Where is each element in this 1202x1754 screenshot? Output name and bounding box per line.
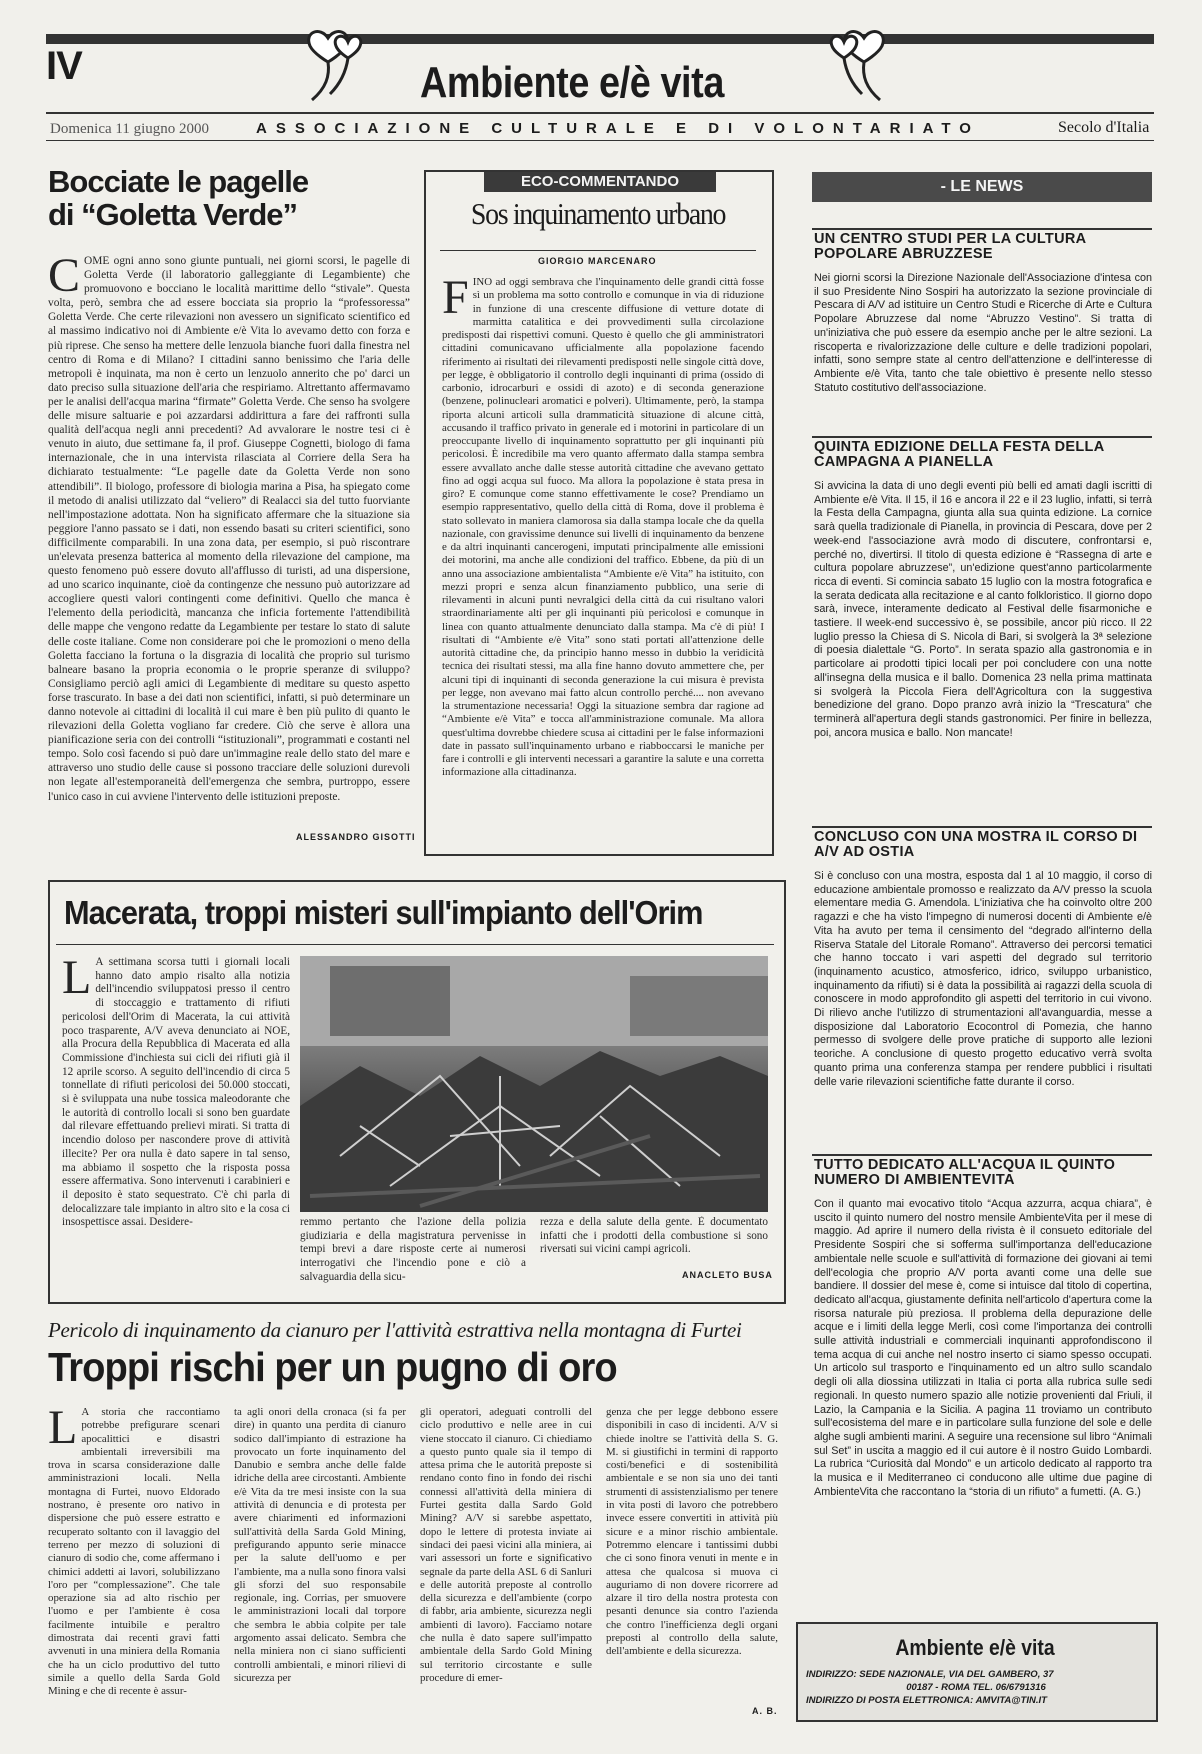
article2-text: INO ad oggi sembrava che l'inquinamento delle grandi città fosse sì un problema ma sotto controllo e comunque in via di riduzione in funzione di una crescente diffusione di vetture dotate di marmitta catalitica e dei provvedimenti sulla circolazione predisposti dai rispettivi comuni. Questo è quello che gli amministratori cittadini comunicavano ufficialmente alla popolazione facendo riferimento ai risultati dei rilevamenti predisposti nelle singole città dove, per legge, è obbligatorio il controllo degli inquinanti di prima (ossido di carbonio, idrocarburi e ossidi di azoto) e di seconda generazione (benzene, polinucleari aromatici e polveri). Ultimamente, però, la stampa riporta alcuni articoli sulla drammaticità situazione di alcune città, accusando il traffico privato in generale ed i motorini in particolare di un preoccupante livello di inquinamento soprattutto per gli inquinanti più pericolosi. È incredibile ma vero quanto affermato dalla stampa sembra essere avvallato anche dalle stesse autorità cittadine che avevano gettato fino ad oggi acqua sul fuoco. Ma allora la popolazione è stata presa in giro? E comunque come stanno effettivamente le cose? Prendiamo un esempio rappresentativo, quello della città di Roma, dove il problema è stato sollevato in maniera clamorosa sia dalla stampa locale che da quella nazionale, con gravissime denunce sui livelli di inquinamento da benzene e da altri inquinanti cancerogeni, imputati principalmente alle emissioni dei motorini, ma anche alle condizioni del traffico. Ebbene, da più di un anno una associazione ambientalista “Ambiente e/è Vita” ha istituito, con mezzi propri e senza alcun finanziamento pubblico, una serie di rilevamenti in alcuni punti nevralgici della città da cui risultano valori straordinariamente alti per gli inquinanti più pericolosi e comunque in linea con quanto attualmente denunciato dalla stampa. Ma c'è di più! I risultati di “Ambiente e/è Vita” sono stati portati all'attenzione delle autorità cittadine che, da principio hanno messo in dubbio la veridicità tecnica dei risultati stessi, ma alla fine hanno dovuto ammettere che, per alcuni tipi di inquinanti di seconda generazione la cui misura è prevista per legge, non avevano mai fatto alcun controllo perché.... non avevano la strumentazione necessaria! Oggi la situazione sembra dar ragione ad “Ambiente e/è Vita” e tocca all'amministrazione comunale. Ma allora quest'ultima dovrebbe chiedere scusa ai cittadini per le false informazioni date in passato sull'inquinamento urbano e riabboccarsi le maniche per fare i controlli e gli interventi necessari a garantire la salute e una corretta informazione alla cittadinanza. bbox=[442, 276, 764, 779]
contact-title: Ambiente e/è vita bbox=[895, 1635, 1055, 1660]
hearts-flower-icon bbox=[812, 24, 892, 104]
page-number: IV bbox=[46, 44, 82, 88]
photo-illustration bbox=[300, 956, 768, 1212]
top-rule bbox=[46, 34, 1154, 44]
news-body: Nei giorni scorsi la Direzione Nazionale dell'Associazione d'intesa con il suo Presidente Nino Sospiri ha autorizzato la sezione provinciale di Pescara di A/V ad istituire un Centro Studi e Ricerche di Arte e Cultura Popolare Abruzzese dal nome “Abruzzo Vestino”. Si tratta di un'iniziativa che può essere da esempio anche per le altre sezioni. La riscoperta e rivalorizzazione delle culture e delle tradizioni popolari, infatti, sono sempre state al centro dell'attenzione e dell'interesse di Ambiente e/è Vita, tanto che tale obiettivo è presente nello stesso Statuto costitutivo dell'associazione. bbox=[814, 272, 1152, 394]
article4-text: A storia che raccontiamo potrebbe prefigurare scenari apocalittici e disastri ambientali irreversibili ma trova in scarsa considerazione dalle amministrazioni locali. Nella montagna di Furtei, nuovo Eldorado nostrano, è presente oro nativo in dispersione che può essere estratto e recuperato soltanto con il lavaggio del terreno per mezzo di soluzioni di cianuro di sodio che, come affermano i chimici addetti ai lavori, solubilizzano l'oro per “complessazione”. Che tale operazione sia ad alto rischio per l'uomo e per l'ambiente è cosa facilmente intuibile e peraltro dimostrata dai recenti gravi fatti avvenuti in una miniera della Romania che ha un ciclo produttivo del tutto simile a quello della Sarda Gold Mining e che di recente è assur- bbox=[48, 1406, 220, 1698]
news-title: TUTTO DEDICATO ALL'ACQUA IL QUINTO NUMERO DI AMBIENTEVITA bbox=[814, 1157, 1116, 1188]
article3-text: A settimana scorsa tutti i giornali locali hanno dato ampio risalto alla notizia dell'incendio sviluppatosi presso il centro di stoccaggio e trattamento di rifiuti pericolosi dell'Orim di Macerata, la cui attività poco trasparente, A/V aveva denunciato ai NOE, alla Procura della Repubblica di Macerata ed alla Commissione d'inchiesta sui cicli dei rifiuti già il 12 aprile scorso. A seguito dell'incendio di circa 5 tonnellate di rifiuti pericolosi dei 50.000 stoccati, si è sviluppata una nube tossica maleodorante che le autorità di controllo locali si sono ben guardate dal rilevare effettuando prelievi mirati. Si tratta di incendio doloso per nascondere prove di attività illecite? Per ora nulla è dato sapere in tal senso, ma abbiamo il sospetto che la risposta possa essere affermativa. Sono intervenuti i carabinieri e il deposito è stato sequestrato. C'è chi parla di delocalizzare tale impianto in altro sito e la cosa ci insospettisce assai. Desidere- bbox=[62, 956, 290, 1229]
news-body: Si è concluso con una mostra, esposta dal 1 al 10 maggio, il corso di educazione ambientale promosso e realizzato da A/V presso la scuola elementare media G. Amendola. L'iniziativa che ha coinvolto oltre 200 ragazzi e che ha visto l'impegno di numerosi docenti di Ambiente e/è Vita ha avuto per tema il censimento del “degrado all'interno della Riserva Statale del Litorale Romano”. Attraverso dei percorsi tematici che hanno toccato i vari aspetti del degrado sul territorio (inquinamento acustico, atmosferico, idrico, sviluppo urbanistico, inquinamento da rifiuti) si è data la possibilità ai ragazzi della scuola di conoscere in modo approfondito gli aspetti del territorio in cui vivono. Di rilievo anche l'utilizzo di strumentazioni all'avanguardia, messe a disposizione dal Laboratorio Ecocontrol di Pomezia, che hanno permesso di svolgere delle prove pratiche di supporto alle lezioni teoriche. A conclusione di questo progetto educativo verrà svolta quanto prima una conferenza stampa per rendere pubblici i risultati delle varie rilevazioni scientifiche fatte durante il corso. bbox=[814, 870, 1152, 1088]
article3-headline: Macerata, troppi misteri sull'impianto dell'Orim bbox=[64, 894, 703, 931]
article3-col2: remmo pertanto che l'azione della polizia giudiziaria e della magistratura pervenisse in tempi brevi a dare risposte certe ai numerosi interrogativi che l'incendio pone e ciò a salvaguardia della sicu- bbox=[300, 1216, 526, 1283]
divider bbox=[56, 944, 774, 945]
article4-col4: genza che per legge debbono essere disponibili in caso di incidenti. A/V si chiede inoltre se l'attività della S. G. M. si giustifichi in termini di rapporto costi/benefici e di sostenibilità ambientale e se non sia uno dei tanti strumenti di assistenzialismo per tenere in vita posti di lavoro che potrebbero invece essere convertiti in attività più sicure e a minor rischio ambientale. Potremmo elencare i tantissimi dubbi che ci sono finora venuti in mente e in attesa che qualcosa si muova ci auguriamo di non dovere ricorrere ad alzare il tiro della nostra protesta con pesanti denunce sia contro l'azienda che contro l'inefficienza degli organi preposti al controllo della salute, dell'ambiente e della sicurezza. bbox=[606, 1406, 778, 1658]
article2-body bbox=[442, 276, 764, 840]
contact-email: INDIRIZZO DI POSTA ELETTRONICA: AMVITA@TIN.IT bbox=[806, 1695, 1047, 1706]
news-body: Si avvicina la data di uno degli eventi più belli ed amati dagli iscritti di Ambiente e/è Vita. Il 15, il 16 e ancora il 22 e il 23 luglio, infatti, si terrà la Festa della Campagna, giunta alla sua quinta edizione. La cornice sarà quella tradizionale di Pianella, in provincia di Pescara, dove per 2 week-end l'associazione avrà modo di discutere, confrontarsi e, perché no, divertirsi. Il titolo di questa edizione è “Rassegna di arte e cultura popolare abruzzese”, un'edizione quest'anno particolarmente ricca di eventi. Si comincia sabato 15 luglio con la mostra fotografica e la serata dedicata alla recitazione e al canto folkloristico. Il giorno dopo sarà, invece, interamente dedicato al Festival delle fisarmoniche e tastiere. Il week-end successivo è, se possibile, ancor più ricco. Il 22 luglio presso la Chiesa di S. Nicola di Bari, si svolgerà la 3ª selezione di poesia dialettale “G. Porto”. In serata spazio alla gastronomia e in particolare ai prodotti tipici locali per poi concludere con una notte all'insegna della musica e il ballo. Domenica 23 nella prima mattinata si svolgerà la Piccola Fiera dell'Agricoltura con la suggestiva benedizione del grano. Dopo pranzo avrà inizio la “Trescatura” che terminerà all'apertura degli stands gastronomici. Per finire in bellezza, poi, ancora musica e ballo. Non mancate! bbox=[814, 480, 1152, 739]
headline-line: di “Goletta Verde” bbox=[48, 196, 298, 232]
header-rule bbox=[46, 112, 1154, 114]
issue-date: Domenica 11 giugno 2000 bbox=[50, 121, 210, 137]
article4-author: A. B. bbox=[752, 1706, 778, 1716]
article1-headline bbox=[48, 166, 368, 231]
column-kicker: ECO-COMMENTANDO bbox=[484, 172, 716, 192]
association-line: ASSOCIAZIONE CULTURALE E DI VOLONTARIATO bbox=[256, 120, 980, 137]
drop-cap: L bbox=[62, 956, 92, 1004]
article3-author: ANACLETO BUSA bbox=[682, 1270, 773, 1280]
fire-debris-photo bbox=[300, 956, 768, 1212]
article4-kicker: Pericolo di inquinamento da cianuro per l'attività estrattiva nella montagna di Furtei bbox=[48, 1318, 742, 1342]
article2-headline: Sos inquinamento urbano bbox=[470, 196, 726, 231]
article4-col3: gli operatori, adeguati controlli del ciclo produttivo e nelle aree in cui viene stoccato il cianuro. Ci chiediamo a questo punto quale sia il tempo di attesa prima che le autorità preposte si rendano conto fino in fondo dei rischi connessi all'attività della miniera di Furtei gestita dalla Sardo Gold Mining? A/V si sarebbe aspettato, dopo le lettere di protesta inviate ai sindaci dei paesi vicini alla miniera, ai vari assessori un forte e significativo segnale da parte della ASL 6 di Sanluri e delle autorità preposte al controllo della sicurezza e dell'ambiente (corpo di fabbr, aria ambiente, sicurezza negli ambienti di lavoro). Facciamo notare che nulla è dato sapere sull'impatto ambientale della Sardo Gold Mining sul territorio circostante e sulle procedure di emer- bbox=[420, 1406, 592, 1684]
news-rule bbox=[812, 228, 1152, 230]
news-rule bbox=[812, 826, 1152, 828]
drop-cap: L bbox=[48, 1406, 78, 1454]
contact-details bbox=[806, 1668, 1146, 1707]
article1-body bbox=[48, 254, 410, 822]
contact-address: INDIRIZZO: SEDE NAZIONALE, VIA DEL GAMBERO, 37 bbox=[806, 1669, 1054, 1680]
drop-cap: C bbox=[48, 254, 81, 302]
hearts-flower-icon bbox=[300, 24, 380, 104]
article1-text: OME ogni anno sono giunte puntuali, nei giorni scorsi, le pagelle di Goletta Verde (il laboratorio galleggiante di Legambiente) che promuovono e bocciano le località marittime dello “stivale”. Questa volta, però, sembra che ad essere bocciata sia proprio la “professoressa” Goletta Verde. Che certe rilevazioni non avessero un significato scientifico ed al massimo indicativo noi di Ambiente e/è Vita lo avevamo detto con forza e più riprese. Che senso ha mettere delle lenzuola bianche fuori dalla finestra nel centro di Roma e di Milano? I cittadini sanno benissimo che l'aria delle metropoli è inquinata, ma non è certo un lenzuolo annerito che po' darci un dato preciso sulla situazione dell'aria che respiriamo. Altrettanto affermavamo per le analisi dell'acqua marina “firmate” Goletta Verde. Che senso ha svolgere delle misure saltuarie e poi azzardarsi addirittura a fare dei raffronti sulla qualità dell'acqua negli anni precedenti? Ad avvalorare le nostre tesi ci è venuto in aiuto, due settimane fa, il prof. Giuseppe Cognetti, biologo di fama internazionale, che in una intervista rilasciata al Corriere della Sera ha dichiarato testualmente: “Le pagelle date da Goletta Verde non sono attendibili”. Il biologo, professore di biologia marina a Pisa, ha spiegato come il metodo di analisi utilizzato dal “veliero” di Realacci sia del tutto fuorviante nell'impostazione adottata. Non ha significato affermare che la situazione sia peggiore l'anno passato se i dati, non essendo basati su criteri scientifici, sono difficilmente comparabili. In una zona data, per esempio, si può riscontrare un'elevata presenza batterica al momento della rilevazione del campione, ma questo fenomeno può essere dovuto all'afflusso di turisti, ad una dispersione, ad uno scarico inquinante, cioè da contingenze che nessuno può autorizzare ad accogliere questi valori contingenti come definitivi. Quello che manca è l'elemento della periodicità, mancanza che inficia fortemente l'attendibilità delle mappe che vengono redatte da Legambiente per testare lo stato di salute delle coste italiane. Come non considerare poi che le promozioni o meno della Goletta facciano la fortuna o la disgrazia di località che proprio sul turismo balneare basano la propria economia o le proprie speranze di sviluppo? Consigliamo perciò agli amici di Legambiente di meditare su questo aspetto forse trascurato. In base a dei dati non scientifici, infatti, si può determinare un danno notevole ai cittadini di località il cui mare è ben più pulito di quanto le rilevazioni della Goletta vogliano far credere. Ciò che serve è allora una pianificazione seria con dei controlli “istituzionali”, programmati e costanti nel tempo. Solo così facendo si può dare un'immagine reale dello stato del mare e attraverso uno studio delle cause si possono tracciare delle soluzioni durevoli non legate all'estemporaneità dell'emergenza che sembra, purtroppo, essere l'unico caso in cui avviene l'intervento delle istituzioni preposte. bbox=[48, 255, 410, 803]
news-title: CONCLUSO CON UNA MOSTRA IL CORSO DI A/V AD OSTIA bbox=[814, 829, 1138, 860]
header-rule bbox=[46, 140, 1154, 141]
article4-col1 bbox=[48, 1406, 220, 1716]
masthead-title: Ambiente e/è vita bbox=[420, 58, 724, 107]
news-title: QUINTA EDIZIONE DELLA FESTA DELLA CAMPAGNA A PIANELLA bbox=[814, 439, 1104, 470]
newspaper-name: Secolo d'Italia bbox=[1058, 119, 1150, 136]
news-rule bbox=[812, 436, 1152, 438]
article4-headline: Troppi rischi per un pugno di oro bbox=[48, 1344, 617, 1390]
article3-col1 bbox=[62, 956, 290, 1286]
contact-phone: 00187 - ROMA TEL. 06/6791316 bbox=[906, 1682, 1046, 1693]
news-header: - LE NEWS bbox=[812, 172, 1152, 202]
divider bbox=[440, 250, 756, 251]
headline-line: Bocciate le pagelle bbox=[48, 164, 309, 199]
news-body: Con il quanto mai evocativo titolo “Acqua azzurra, acqua chiara”, è uscito il quinto numero del nostro mensile AmbienteVita per il mese di maggio. Ad aprire il numero della rivista è il consueto editoriale del Presidente Sospiri che si sofferma sull'importanza dell'educazione ambientale nelle scuole e sull'attività di formazione dei giovani ai temi dell'ecologia che proprio A/V porta avanti come una delle sue bandiere. Il dossier del mese è, come si intuisce dal titolo di copertina, dedicato all'acqua, giustamente definita nell'articolo d'apertura come la risorsa naturale più preziosa. Il problema della depurazione delle acque e i limiti della legge Merli, così come l'importanza dei controlli sulle attività industriali e commerciali inquinanti approfondiscono il tema acqua di cui anche nel nostro inserto ci siamo spesso occupati. Un articolo sul trasporto e l'inquinamento ed un altro sullo scandalo degli oli alla diossina utilizzati in Italia ci porta alla rubrica sulle sedi regionali. In questo numero spazio alle notizie provenienti dal Friuli, il Lazio, la Campania e la Sicilia. A pagina 11 troviamo un contributo sull'ecosistema del mare e in particolare sulla funzione del sole e delle alghe sugli ambienti marini. A seguire una recensione sul libro “Animali sul Set” in uscita a maggio ed il cui autore è il nostro Guido Lombardi. La rubrica “Curiosità dal Mondo” e un articolo dedicato al rapporto tra la musica e il Mediterraneo ci conducono alle ultime due pagine di AmbienteVita che raccontano la “storia di un rifiuto” a fumetti. (A. G.) bbox=[814, 1198, 1152, 1498]
news-title: UN CENTRO STUDI PER LA CULTURA POPOLARE ABRUZZESE bbox=[814, 231, 1086, 262]
article1-author: ALESSANDRO GISOTTI bbox=[296, 832, 416, 842]
drop-cap: F bbox=[442, 276, 469, 324]
article3-col3: rezza e della salute della gente. È documentato infatti che i prodotti della combustione si sono riversati sui vicini campi agricoli. bbox=[540, 1216, 768, 1256]
article2-author: GIORGIO MARCENARO bbox=[538, 256, 657, 266]
news-rule bbox=[812, 1154, 1152, 1156]
article4-col2: ta agli onori della cronaca (si fa per dire) in quanto una perdita di cianuro sodico dall'impianto di estrazione ha provocato un forte inquinamento del Danubio e sembra anche delle falde idriche della aree circostanti. Ambiente e/è Vita da tre mesi insiste con la sua attività di denuncia e di protesta per avere chiarimenti ed informazioni sull'attività della Sarda Gold Mining, prefigurando appunto serie minacce per la salute dell'uomo e per l'ambiente, ma a nulla sono finora valsi gli sforzi del suo responsabile regionale, ing. Corrias, per smuovere le amministrazioni locali dal torpore che sembra le abbia colpite per tale argomento assai delicato. Sembra che nella miniera non ci siano sufficienti controlli ambientali, e minori rilievi di sicurezza per bbox=[234, 1406, 406, 1684]
